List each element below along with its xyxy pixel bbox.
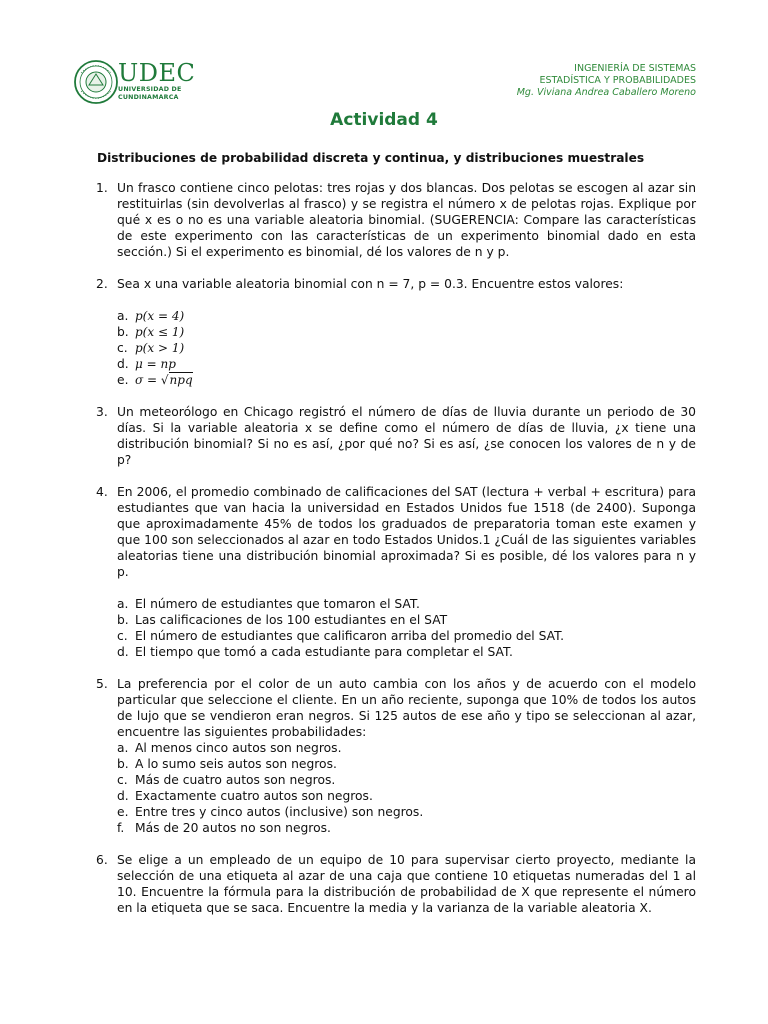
option-item bbox=[117, 644, 696, 660]
question-number: 4. bbox=[96, 485, 108, 499]
option-item bbox=[117, 596, 696, 612]
option-text: El número de estudiantes que calificaron arriba del promedio del SAT. bbox=[135, 629, 565, 643]
option-label: b. bbox=[117, 613, 129, 627]
question-3 bbox=[96, 404, 696, 468]
option-label: e. bbox=[117, 805, 129, 819]
option-formula: μ = np bbox=[135, 357, 176, 371]
option-list bbox=[117, 596, 696, 660]
option-text: El número de estudiantes que tomaron el SAT. bbox=[135, 597, 420, 611]
header-author: Mg. Viviana Andrea Caballero Moreno bbox=[516, 87, 696, 98]
option-label: a. bbox=[117, 597, 129, 611]
logo-line-1: UNIVERSIDAD DE bbox=[118, 86, 182, 93]
question-2 bbox=[96, 276, 696, 388]
formula-radicand: npq bbox=[169, 373, 193, 387]
option-item bbox=[117, 612, 696, 628]
option-formula: p(x = 4) bbox=[135, 309, 185, 323]
option-item bbox=[117, 356, 696, 372]
page-title: Actividad 4 bbox=[330, 110, 438, 130]
header-course: ESTADÍSTICA Y PROBABILIDADES bbox=[539, 75, 696, 86]
question-4 bbox=[96, 484, 696, 660]
question-6 bbox=[96, 852, 696, 916]
option-label: b. bbox=[117, 757, 129, 771]
question-number: 5. bbox=[96, 677, 108, 691]
option-item bbox=[117, 340, 696, 356]
option-label: d. bbox=[117, 645, 129, 659]
question-number: 1. bbox=[96, 181, 108, 195]
option-item bbox=[117, 820, 696, 836]
question-text: Sea x una variable aleatoria binomial con n = 7, p = 0.3. Encuentre estos valores: bbox=[117, 277, 624, 291]
option-formula: p(x > 1) bbox=[135, 341, 185, 355]
option-item bbox=[117, 804, 696, 820]
question-text: Un meteorólogo en Chicago registró el número de días de lluvia durante un periodo de 30 días. Si la variable aleatoria x se define como el número de días de lluvia, ¿x tiene una distribución binomial? Si no es así, ¿por qué no? Si es así, ¿se conocen los valores de n y de p? bbox=[117, 405, 696, 467]
option-label: a. bbox=[117, 741, 129, 755]
document-header bbox=[517, 63, 696, 99]
option-text: Las calificaciones de los 100 estudiantes en el SAT bbox=[135, 613, 448, 627]
question-5 bbox=[96, 676, 696, 836]
question-list bbox=[96, 180, 696, 932]
option-list bbox=[117, 308, 696, 388]
option-text: Más de cuatro autos son negros. bbox=[135, 773, 336, 787]
option-text: Exactamente cuatro autos son negros. bbox=[135, 789, 373, 803]
option-item bbox=[117, 772, 696, 788]
option-label: c. bbox=[117, 773, 128, 787]
option-item bbox=[117, 788, 696, 804]
university-name bbox=[118, 60, 195, 101]
formula-prefix: σ = bbox=[135, 373, 161, 387]
option-label: f. bbox=[117, 821, 125, 835]
question-text: Se elige a un empleado de un equipo de 10 para supervisar cierto proyecto, mediante la selección de una etiqueta al azar de una caja que contiene 10 etiquetas numeradas del 1 al 10. Encuentre la fórmula para la distribución de probabilidad de X que represente el número en la etiqueta que se saca. Encuentre la media y la varianza de la variable aleatoria X. bbox=[117, 853, 696, 915]
option-item bbox=[117, 324, 696, 340]
option-list bbox=[117, 740, 696, 836]
option-label: b. bbox=[117, 325, 129, 339]
question-number: 3. bbox=[96, 405, 108, 419]
question-number: 2. bbox=[96, 277, 108, 291]
option-label: d. bbox=[117, 789, 129, 803]
option-label: a. bbox=[117, 309, 129, 323]
question-text: Un frasco contiene cinco pelotas: tres rojas y dos blancas. Dos pelotas se escogen al azar sin restituirlas (sin devolverlas al frasco) y se registra el número x de pelotas rojas. Explique por qué x es o no es una variable aleatoria binomial. (SUGERENCIA: Compare las características de este experimento con las características de un experimento binomial dado en esta sección.) Si el experimento es binomial, dé los valores de n y p. bbox=[117, 181, 696, 259]
question-1 bbox=[96, 180, 696, 260]
option-item bbox=[117, 628, 696, 644]
page-subtitle: Distribuciones de probabilidad discreta y continua, y distribuciones muestrales bbox=[97, 151, 645, 165]
option-text: Al menos cinco autos son negros. bbox=[135, 741, 342, 755]
logo-wordmark: UDEC bbox=[118, 59, 196, 87]
option-text: A lo sumo seis autos son negros. bbox=[135, 757, 337, 771]
option-label: d. bbox=[117, 357, 129, 371]
question-number: 6. bbox=[96, 853, 108, 867]
question-text: La preferencia por el color de un auto cambia con los años y de acuerdo con el modelo particular que seleccione el cliente. En un año reciente, suponga que 10% de todos los autos de lujo que se vendieron eran negros. Si 125 autos de ese año y tipo se seleccionan al azar, encuentre las siguientes probabilidades: bbox=[117, 677, 696, 739]
option-text: Entre tres y cinco autos (inclusive) son negros. bbox=[135, 805, 424, 819]
option-formula bbox=[135, 372, 193, 388]
option-item bbox=[117, 372, 696, 388]
option-label: e. bbox=[117, 373, 129, 387]
option-item bbox=[117, 756, 696, 772]
option-item bbox=[117, 740, 696, 756]
option-label: c. bbox=[117, 629, 128, 643]
option-item bbox=[117, 308, 696, 324]
option-label: c. bbox=[117, 341, 128, 355]
option-formula: p(x ≤ 1) bbox=[135, 325, 185, 339]
logo-line-2: CUNDINAMARCA bbox=[118, 93, 179, 101]
question-text: En 2006, el promedio combinado de calificaciones del SAT (lectura + verbal + escritura) para estudiantes que van hacia la universidad en Estados Unidos fue 1518 (de 2400). Suponga que aproximadamente 45% de todos los graduados de preparatoria toman este examen y que 100 son seleccionados al azar en todo Estados Unidos.1 ¿Cuál de las siguientes variables aleatorias tiene una distribución binomial aproximada? Si es posible, dé los valores para n y p. bbox=[117, 485, 696, 579]
option-text: El tiempo que tomó a cada estudiante para completar el SAT. bbox=[135, 645, 513, 659]
header-program: INGENIERÍA DE SISTEMAS bbox=[574, 63, 696, 74]
option-text: Más de 20 autos no son negros. bbox=[135, 821, 331, 835]
sqrt-sign-icon: √ bbox=[160, 373, 169, 387]
